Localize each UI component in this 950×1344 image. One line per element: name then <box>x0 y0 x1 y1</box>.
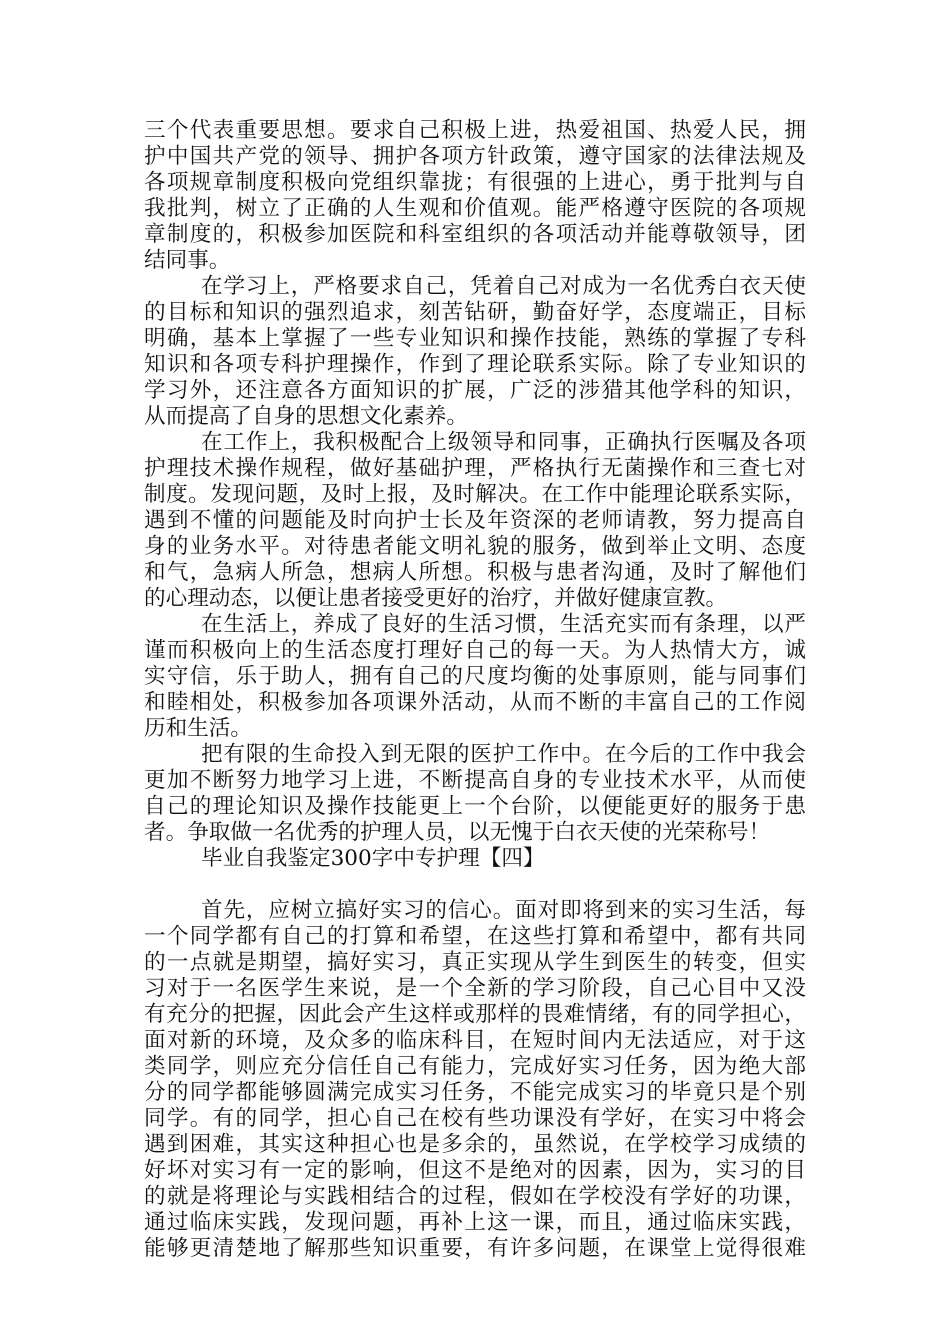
text-line: 实守信，乐于助人，拥有自己的尺度均衡的处事原则，能与同事们 <box>144 664 806 689</box>
paragraph <box>144 118 806 274</box>
text-line: 的心理动态，以便让患者接受更好的治疗，并做好健康宣教。 <box>144 586 728 611</box>
text-line: 习对于一名医学生来说，是一个全新的学习阶段，自己心目中又没 <box>144 976 806 1001</box>
text-line: 面对新的环境，及众多的临床科目，在短时间内无法适应，对于这 <box>144 1028 806 1053</box>
text-line: 遇到困难，其实这种担心也是多余的，虽然说，在学校学习成绩的 <box>144 1132 806 1157</box>
text-line: 首先，应树立搞好实习的信心。面对即将到来的实习生活，每 <box>201 898 806 923</box>
text-line: 和气，急病人所急，想病人所想。积极与患者沟通，及时了解他们 <box>144 560 806 585</box>
text-line: 能够更清楚地了解那些知识重要，有许多问题，在课堂上觉得很难 <box>144 1236 806 1261</box>
text-line: 身的业务水平。对待患者能文明礼貌的服务，做到举止文明、态度 <box>144 534 806 559</box>
text-line: 三个代表重要思想。要求自己积极上进，热爱祖国、热爱人民，拥 <box>144 118 806 143</box>
text-line: 一个同学都有自己的打算和希望，在这些打算和希望中，都有共同 <box>144 924 806 949</box>
text-line: 制度。发现问题，及时上报，及时解决。在工作中能理论联系实际， <box>144 482 806 507</box>
text-line: 的一点就是期望，搞好实习，真正实现从学生到医生的转变，但实 <box>144 950 806 975</box>
text-line: 通过临床实践，发现问题，再补上这一课，而且，通过临床实践， <box>144 1210 806 1235</box>
text-line: 遇到不懂的问题能及时向护士长及年资深的老师请教，努力提高自 <box>144 508 806 533</box>
paragraph <box>144 898 806 1262</box>
text-line: 护理技术操作规程，做好基础护理，严格执行无菌操作和三查七对 <box>144 456 806 481</box>
text-line: 在学习上，严格要求自己，凭着自己对成为一名优秀白衣天使 <box>201 274 806 299</box>
text-line: 明确，基本上掌握了一些专业知识和操作技能，熟练的掌握了专科 <box>144 326 806 351</box>
text-line: 从而提高了自身的思想文化素养。 <box>144 404 468 429</box>
text-line: 的就是将理论与实践相结合的过程，假如在学校没有学好的功课， <box>144 1184 806 1209</box>
text-line: 历和生活。 <box>144 716 252 741</box>
text-line: 自己的理论知识及操作技能更上一个台阶，以便能更好的服务于患 <box>144 794 806 819</box>
text-line: 的目标和知识的强烈追求，刻苦钻研，勤奋好学，态度端正，目标 <box>144 300 806 325</box>
paragraph <box>144 742 806 846</box>
text-line: 分的同学都能够圆满完成实习任务，不能完成实习的毕竟只是个别 <box>144 1080 806 1105</box>
text-line: 更加不断努力地学习上进，不断提高自身的专业技术水平，从而使 <box>144 768 806 793</box>
blank-line <box>144 872 806 898</box>
text-line: 各项规章制度积极向党组织靠拢；有很强的上进心，勇于批判与自 <box>144 170 806 195</box>
document-page <box>144 118 806 1262</box>
paragraph <box>144 612 806 742</box>
text-line: 章制度的，积极参加医院和科室组织的各项活动并能尊敬领导，团 <box>144 222 806 247</box>
text-line: 学习外，还注意各方面知识的扩展，广泛的涉猎其他学科的知识， <box>144 378 806 403</box>
text-line: 知识和各项专科护理操作，作到了理论联系实际。除了专业知识的 <box>144 352 806 377</box>
paragraph <box>144 274 806 430</box>
text-line: 类同学，则应充分信任自己有能力，完成好实习任务，因为绝大部 <box>144 1054 806 1079</box>
text-line: 有充分的把握，因此会产生这样或那样的畏难情绪，有的同学担心， <box>144 1002 806 1027</box>
section-heading: 毕业自我鉴定300字中专护理【四】 <box>201 846 545 871</box>
text-line: 在工作上，我积极配合上级领导和同事，正确执行医嘱及各项 <box>201 430 806 455</box>
text-line: 好坏对实习有一定的影响，但这不是绝对的因素，因为，实习的目 <box>144 1158 806 1183</box>
text-line: 我批判，树立了正确的人生观和价值观。能严格遵守医院的各项规 <box>144 196 806 221</box>
text-line: 谨而积极向上的生活态度打理好自己的每一天。为人热情大方，诚 <box>144 638 806 663</box>
text-line: 同学。有的同学，担心自己在校有些功课没有学好，在实习中将会 <box>144 1106 806 1131</box>
text-line: 护中国共产党的领导、拥护各项方针政策，遵守国家的法律法规及 <box>144 144 806 169</box>
text-line: 者。争取做一名优秀的护理人员，以无愧于白衣天使的光荣称号！ <box>144 820 771 845</box>
text-line: 结同事。 <box>144 248 231 273</box>
text-line: 在生活上，养成了良好的生活习惯，生活充实而有条理，以严 <box>201 612 806 637</box>
text-line: 把有限的生命投入到无限的医护工作中。在今后的工作中我会 <box>201 742 806 767</box>
text-line: 和睦相处，积极参加各项课外活动，从而不断的丰富自己的工作阅 <box>144 690 806 715</box>
paragraph <box>144 430 806 612</box>
